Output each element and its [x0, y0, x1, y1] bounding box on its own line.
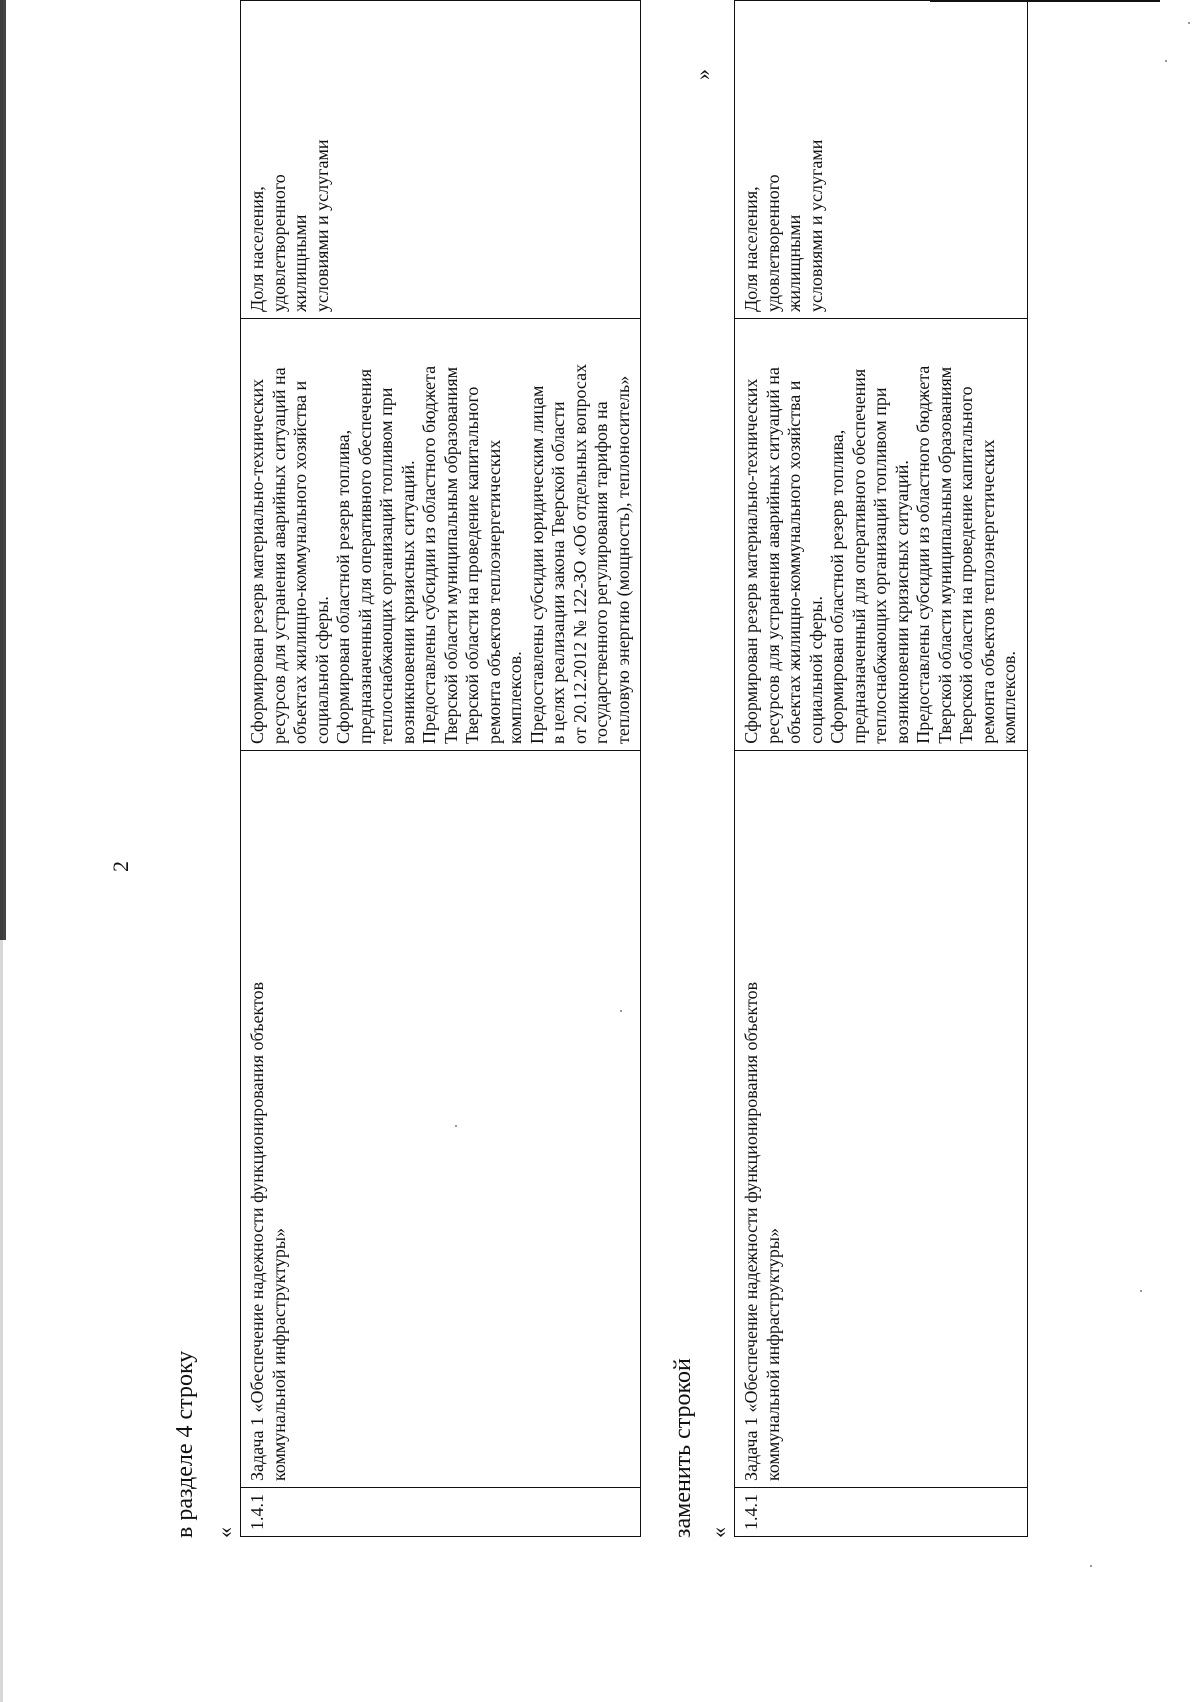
results-cell: Сформирован резерв материально-технических ресурсов для устранения аварийных ситуаций на объектах жилищно-коммунального хозяйства и социальной сферы. Сформирован областной резерв топлива, предназначенный для оперативного обеспечения теплоснабжающих организаций топливом при возникновении кризисных ситуаций. Предоставлены субсидии из областного бюджета Тверской области муниципальным образованиям Тверской области на проведение капитального ремонта объектов теплоэнергетических комплексов. Предоставлены субсидии юридическим лицам в целях реализации закона Тверской области от 20.12.2012 № 122-ЗО «Об отдельных вопросах государственного регулирования тарифов на тепловую энергию (мощность), теплоноситель» — [241, 318, 641, 750]
indicator-cell: Доля населения, удовлетворенного жилищными условиями и услугами — [241, 1, 641, 319]
row-number-cell: 1.4.1 — [241, 1488, 641, 1537]
old-row-table — [240, 0, 641, 1537]
open-quote-mark: « — [212, 1527, 237, 1538]
table-row — [735, 1, 1028, 1537]
task-cell: Задача 1 «Обеспечение надежности функционирования объектов коммунальной инфраструктуры» — [241, 750, 641, 1487]
section-intro-heading: в разделе 4 строку — [172, 1350, 198, 1538]
row-number-cell: 1.4.1 — [735, 1488, 1028, 1537]
table-row — [241, 1, 641, 1537]
replace-heading: заменить строкой — [670, 1358, 696, 1538]
close-quote-mark: » — [690, 69, 715, 80]
task-cell: Задача 1 «Обеспечение надежности функционирования объектов коммунальной инфраструктуры» — [735, 750, 1028, 1487]
indicator-cell: Доля населения, удовлетворенного жилищными условиями и услугами — [735, 1, 1028, 319]
page-number: 2 — [108, 861, 133, 872]
open-quote-mark: « — [706, 1527, 731, 1538]
new-row-table — [734, 0, 1028, 1537]
results-cell: Сформирован резерв материально-технических ресурсов для устранения аварийных ситуаций на объектах жилищно-коммунального хозяйства и социальной сферы. Сформирован областной резерв топлива, предназначенный для оперативного обеспечения теплоснабжающих организаций топливом при возникновении кризисных ситуаций. Предоставлены субсидии из областного бюджета Тверской области муниципальным образованиям Тверской области на проведение капитального ремонта объектов теплоэнергетических комплексов. — [735, 319, 1028, 751]
